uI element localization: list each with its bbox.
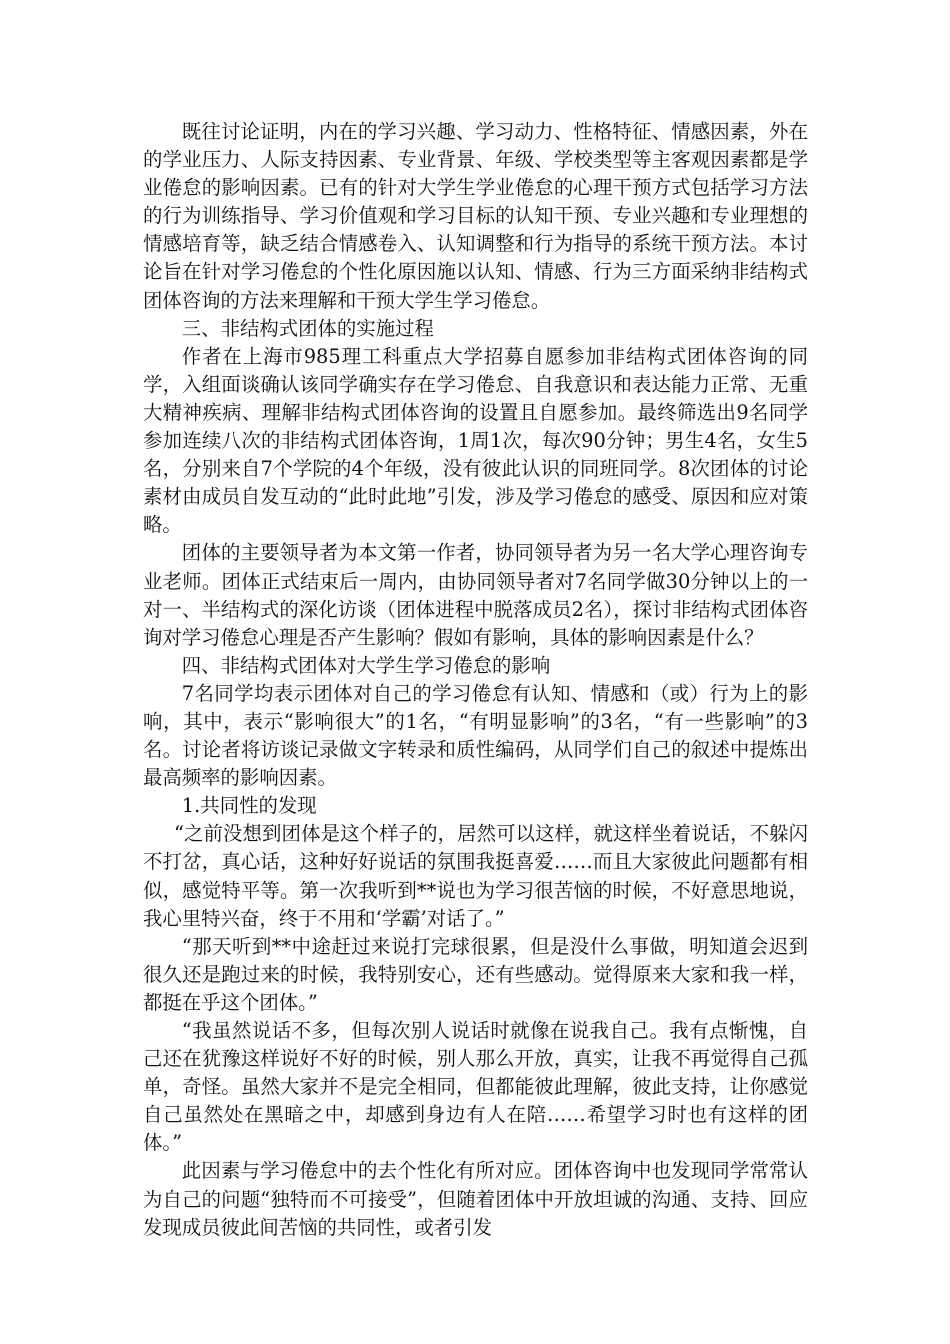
paragraph-impact: 7名同学均表示团体对自己的学习倦怠有认知、情感和（或）行为上的影响，其中，表示“影响很大”的1名，“有明显影响”的3名，“有一些影响”的3名。讨论者将访谈记录做文字转录和质性编码，从同学们自己的叙述中提炼出最高频率的影响因素。 [143, 681, 808, 790]
quote-2: “那天听到**中途赶过来说打完球很累，但是没什么事做，明知道会迟到很久还是跑过来的时候，我特别安心，还有些感动。觉得原来大家和我一样，都挺在乎这个团体。” [143, 934, 808, 1014]
quote-1: “之前没想到团体是这个样子的，居然可以这样，就这样坐着说话，不躲闪不打岔，真心话，这种好好说话的氛围我挺喜爱……而且大家彼此问题都有相似，感觉特平等。第一次我听到**说也为学习很苦恼的时候，不好意思地说，我心里特兴奋，终于不用和‘学霸’对话了。” [143, 822, 808, 930]
section-heading-3: 三、非结构式团体的实施过程 [181, 316, 434, 340]
section-heading-4: 四、非结构式团体对大学生学习倦怠的影响 [181, 653, 551, 677]
paragraph-leaders: 团体的主要领导者为本文第一作者，协同领导者为另一名大学心理咨询专业老师。团体正式结束后一周内，由协同领导者对7名同学做30分钟以上的一对一、半结构式的深化访谈（团体进程中脱落成员2名），探讨非结构式团体咨询对学习倦怠心理是否产生影响？假如有影响，具体的影响因素是什么？ [143, 541, 808, 649]
subsection-heading-1: 1.共同性的发现 [181, 794, 317, 818]
quote-3: “我虽然说话不多，但每次别人说话时就像在说我自己。我有点惭愧，自己还在犹豫这样说好不好的时候，别人那么开放，真实，让我不再觉得自己孤单，奇怪。虽然大家并不是完全相同，但都能彼此理解，彼此支持，让你感觉自己虽然处在黑暗之中，却感到身边有人在陪……希望学习时也有这样的团体。” [143, 1019, 808, 1155]
paragraph-recruitment: 作者在上海市985理工科重点大学招募自愿参加非结构式团体咨询的同学，入组面谈确认该同学确实存在学习倦怠、自我意识和表达能力正常、无重大精神疾病、理解非结构式团体咨询的设置且自愿参加。最终筛选出9名同学参加连续八次的非结构式团体咨询，1周1次，每次90分钟；男生4名，女生5名，分别来自7个学院的4个年级，没有彼此认识的同班同学。8次团体的讨论素材由成员自发互动的“此时此地”引发，涉及学习倦怠的感受、原因和应对策略。 [143, 344, 808, 537]
paragraph-intro: 既往讨论证明，内在的学习兴趣、学习动力、性格特征、情感因素，外在的学业压力、人际支持因素、专业背景、年级、学校类型等主客观因素都是学业倦怠的影响因素。已有的针对大学生学业倦怠的心理干预方式包括学习方法的行为训练指导、学习价值观和学习目标的认知干预、专业兴趣和专业理想的情感培育等，缺乏结合情感卷入、认知调整和行为指导的系统干预方法。本讨论旨在针对学习倦怠的个性化原因施以认知、情感、行为三方面采纳非结构式团体咨询的方法来理解和干预大学生学习倦怠。 [143, 120, 808, 312]
paragraph-analysis: 此因素与学习倦怠中的去个性化有所对应。团体咨询中也发现同学常常认为自己的问题“独特而不可接受”，但随着团体中开放坦诚的沟通、支持、回应发现成员彼此间苦恼的共同性，或者引发 [143, 1159, 808, 1239]
document-body [143, 118, 808, 1242]
